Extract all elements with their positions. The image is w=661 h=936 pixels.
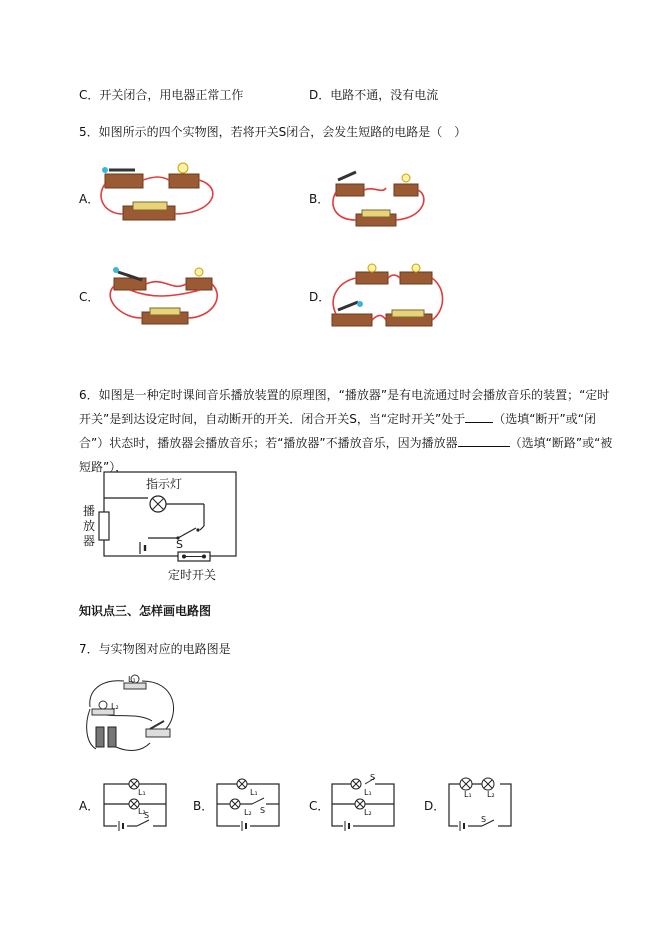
q5-option-a-label[interactable]: A． — [79, 192, 100, 206]
q6-blank-2[interactable] — [458, 434, 510, 447]
q7-circuit-c — [331, 776, 397, 828]
q7-option-a-label[interactable]: A． — [79, 799, 100, 813]
q7-b-l1: L₁ — [250, 788, 258, 797]
q5-option-c-label[interactable]: C． — [79, 290, 100, 304]
q5-circuit-b-image — [330, 166, 430, 236]
q7-c-s: S — [370, 773, 376, 782]
q7-option-b-label[interactable]: B． — [193, 799, 214, 813]
q7-option-c-label[interactable]: C． — [309, 799, 330, 813]
q7-photo-l1-label: L₁ — [128, 675, 136, 684]
q6-line-1: 6．如图是一种定时课间音乐播放装置的原理图，“播放器”是有电流通过时会播放音乐的装置；“定时 — [79, 388, 610, 402]
q5-option-d-label[interactable]: D． — [309, 290, 331, 304]
q7-d-l1: L₁ — [464, 790, 472, 799]
q5-option-b-label[interactable]: B． — [309, 192, 330, 206]
q5-circuit-a-image — [95, 158, 235, 228]
q7-b-l2: L₂ — [244, 808, 252, 817]
q7-stem: 7．与实物图对应的电路图是 — [79, 642, 231, 656]
q6-line-3b: （选填“断路”或“被 — [509, 436, 613, 450]
q7-b-s: S — [260, 806, 266, 815]
q6-player-label — [83, 504, 97, 549]
q4-option-d[interactable]: D．电路不通，没有电流 — [309, 88, 439, 102]
q6-line-4: 短路”）． — [79, 460, 128, 474]
q6-player-label-char: 放 — [83, 519, 96, 533]
q4-option-c[interactable]: C．开关闭合，用电器正常工作 — [79, 88, 244, 102]
q7-physical-circuit-image — [80, 673, 180, 755]
q5-circuit-c-image — [100, 258, 220, 336]
q6-switch-label: S — [176, 538, 183, 551]
q7-d-l2: L₂ — [487, 790, 495, 799]
q6-player-label-char: 播 — [83, 504, 96, 518]
q6-player-label-char: 器 — [83, 534, 96, 548]
q6-player-symbol — [99, 512, 109, 540]
q6-blank-1[interactable] — [465, 410, 493, 423]
q6-line-3a: 合”）状态时，播放器会播放音乐；若“播放器”不播放音乐，因为播放器 — [79, 436, 458, 450]
q7-c-l1: L₁ — [364, 788, 372, 797]
q7-circuit-b — [216, 776, 282, 828]
q6-line-2b: （选填“断开”或“闭 — [493, 412, 596, 426]
q5-stem: 5．如图所示的四个实物图，若将开关S闭合，会发生短路的电路是（ ） — [79, 125, 467, 139]
q7-photo-l2-label: L₂ — [111, 702, 119, 711]
q6-line-2 — [79, 410, 596, 427]
q6-lamp-label: 指示灯 — [146, 477, 183, 491]
q5-circuit-d-image — [328, 264, 446, 334]
q7-option-d-label[interactable]: D． — [424, 799, 446, 813]
q6-line-3 — [79, 434, 612, 451]
q6-timer-label: 定时开关 — [168, 568, 217, 582]
q7-d-s: S — [481, 815, 487, 824]
q7-circuit-a — [103, 776, 169, 828]
q7-a-s: S — [144, 811, 150, 820]
q7-c-l2: L₂ — [364, 808, 372, 817]
q6-line-2a: 开关”是到达设定时间，自动断开的开关．闭合开关S，当“定时开关”处于 — [79, 412, 466, 426]
q7-a-l2: L₂ — [138, 807, 146, 816]
section-3-title: 知识点三、怎样画电路图 — [79, 604, 212, 618]
q7-a-l1: L₁ — [138, 788, 146, 797]
